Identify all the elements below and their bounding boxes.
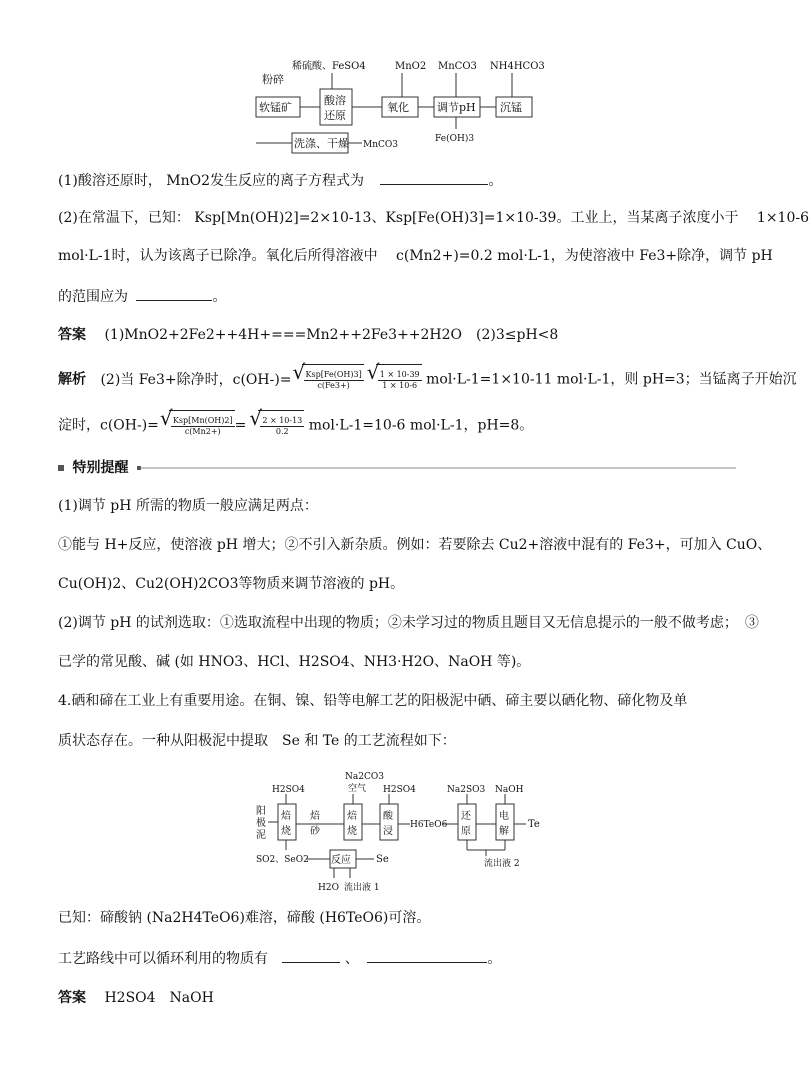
flow2-se: Se: [376, 854, 389, 865]
flow2-top-naoh: NaOH: [495, 785, 524, 795]
flow1-box-ph-label: 调节pH: [437, 101, 476, 114]
cube-root: [302, 364, 364, 395]
flow2-top-na2so3: Na2SO3: [447, 785, 486, 795]
flow2-mid-2: 砂: [310, 826, 320, 837]
flow2-box-electro-label-1: 电: [499, 811, 509, 822]
flow2-box-roast-1-label-2: 烧: [281, 826, 291, 837]
flow2-box-leach-label-1: 酸: [383, 811, 393, 822]
analysis-l2b: mol·L-1=10-6 mol·L-1，pH=8。: [308, 417, 534, 434]
question-2-line-3: 的范围应为 。: [58, 286, 226, 307]
flow1-left-label: 粉碎: [262, 73, 284, 86]
question-2-line-1: (2)在常温下，已知： Ksp[Mn(OH)2]=2×10-13、Ksp[Fe(OH)3]=1×10-39。工业上，当某离子浓度小于 1×10-6: [58, 210, 809, 226]
tip-p4: (2)调节 pH 的试剂选取：①选取流程中出现的物质；②未学习过的物质且题目又无信息提示的一般不做考虑； ③: [58, 615, 759, 631]
flow2-top-na2co3: Na2CO3: [345, 772, 384, 782]
flow1-box-acid-label-1: 酸溶: [324, 94, 346, 107]
answer-blank[interactable]: [136, 286, 212, 301]
analysis-l2a: 淀时，c(OH-)=: [58, 417, 159, 434]
flow2-box-leach-label-2: 浸: [383, 826, 393, 837]
q2-conc: 1×10-6: [756, 210, 809, 226]
flow1-top-label-2: MnO2: [395, 61, 427, 72]
square-root: [169, 410, 235, 441]
frac-den: 0.2: [275, 426, 289, 436]
tip-p1: (1)调节 pH 所需的物质一般应满足两点：: [58, 498, 318, 514]
q2-intro: (2)在常温下，已知：: [58, 210, 190, 226]
frac-num: √ 1 × 10-39: [379, 369, 420, 379]
q2-industry: 。工业上，当某离子浓度小于: [556, 210, 739, 226]
flowchart-mn: [250, 55, 550, 155]
flow1-top-label-1: 稀硫酸、FeSO4: [292, 61, 366, 72]
flow2-left-2: 极: [256, 818, 266, 829]
flow1-bottom-mnco3: MnCO3: [363, 140, 399, 150]
question-2-line-2: [58, 246, 773, 266]
flowchart-se-te: [250, 768, 550, 896]
analysis-line-1: [58, 364, 797, 394]
known-text: 已知：碲酸钠 (Na2H4TeO6)难溶，碲酸 (H6TeO6)可溶。: [58, 910, 431, 926]
tip-p5: 已学的常见酸、碱 (如 HNO3、HCl、H2SO4、NH3·H2O、NaOH 等)。: [58, 654, 531, 670]
answer-label: 答案: [58, 990, 86, 1006]
flow2-box-electro-label-2: 解: [499, 826, 509, 837]
flow2-box-reduce-label-2: 原: [461, 826, 471, 837]
frac-den: c(Mn2+): [184, 426, 221, 436]
answer-label: 答案: [58, 327, 86, 343]
q2-line2a: mol·L-1时，认为该离子已除净。氧化后所得溶液中: [58, 248, 378, 264]
flow2-box-react-label: 反应: [331, 855, 351, 866]
flow2-box-reduce-label-1: 还: [461, 811, 471, 822]
square-root: [258, 410, 304, 441]
tip-title: 特别提醒: [72, 460, 129, 476]
flow2-bottom-h2o: H2O: [318, 883, 339, 893]
cube-root: [376, 364, 422, 395]
answer-blank[interactable]: [282, 948, 340, 963]
flow2-box-roast-2-label-1: 焙: [347, 811, 357, 822]
flow2-bottom-out1: 流出液 1: [344, 883, 380, 893]
frac-num: √ 2 × 10-13: [262, 415, 303, 425]
flow1-top-label-4: NH4HCO3: [490, 61, 545, 72]
flow1-box-acid-label-2: 还原: [324, 109, 346, 122]
answer-2: [58, 988, 214, 1008]
flow2-top-air: 空气: [348, 784, 367, 794]
tip-p3: Cu(OH)2、Cu2(OH)2CO3等物质来调节溶液的 pH。: [58, 576, 405, 592]
analysis-l1a: (2)当 Fe3+除净时，c(OH-)=: [100, 371, 292, 388]
tip-header: [58, 458, 141, 478]
question-1-text: (1)酸溶还原时， MnO2发生反应的离子方程式为: [58, 173, 365, 189]
cycle-question: [58, 948, 501, 969]
answer-1: [58, 325, 558, 345]
question-1: (1)酸溶还原时， MnO2发生反应的离子方程式为 。: [58, 170, 502, 191]
answer-text: (1)MnO2+2Fe2++4H+===Mn2++2Fe3++2H2O (2)3≤pH<8: [104, 327, 559, 343]
q2-line2b: c(Mn2+)=0.2 mol·L-1，为使溶液中 Fe3+除净，调节 pH: [396, 248, 773, 264]
cycle-end: 。: [487, 951, 502, 967]
flow2-h6teo6: H6TeO6: [410, 820, 448, 830]
analysis-line-2: 淀时，c(OH-)= √ $\frac{\text{Ksp[Mn(OH)2]}}{c(Mn2+)}$ = √ $\frac{2 \times 10-13}{0.2}$ mol·L-1=10-6 mol·L-1，pH=8。: [58, 410, 533, 440]
cycle-sep: 、: [344, 951, 359, 967]
tip-p2: ①能与 H+反应，使溶液 pH 增大；②不引入新杂质。例如：若要除去 Cu2+溶液中混有的 Fe3+，可加入 CuO、: [58, 537, 772, 553]
bullet-icon: [58, 465, 64, 471]
flow2-box-roast-1-label-1: 焙: [281, 811, 291, 822]
frac-den: 1 × 10-6: [382, 380, 418, 390]
flow2-left-3: 泥: [256, 830, 266, 841]
answer-text: H2SO4 NaOH: [104, 990, 214, 1006]
flow2-box-roast-2-label-2: 烧: [347, 826, 357, 837]
q2-ksp-mn: Ksp[Mn(OH)2]=2×10-13: [194, 210, 372, 226]
flow2-top-h2so4-2: H2SO4: [383, 785, 416, 795]
flow1-top-label-3: MnCO3: [438, 61, 477, 72]
flow2-left-1: 阳: [256, 806, 266, 817]
flow2-bottom-so2: SO2、SeO2: [256, 855, 309, 865]
analysis-l1b: mol·L-1=1×10-11 mol·L-1，则 pH=3；当锰离子开始沉: [426, 371, 797, 388]
q2-line3: 的范围应为: [58, 289, 128, 305]
flow1-box-oxidize-label: 氧化: [387, 101, 409, 114]
flow1-bottom-feoh3: Fe(OH)3: [435, 134, 475, 144]
frac-num: √ Ksp[Mn(OH)2]: [172, 415, 233, 425]
q4-line-1: 4.硒和碲在工业上有重要用途。在铜、镍、铅等电解工艺的阳极泥中硒、碲主要以硒化物、碲化物及单: [58, 693, 688, 709]
q2-ksp-fe: Ksp[Fe(OH)3]=1×10-39: [385, 210, 557, 226]
answer-blank[interactable]: [380, 170, 488, 185]
flow1-box-ore-label: 软锰矿: [259, 101, 292, 114]
flow1-box-wash-label: 洗涤、干燥: [294, 137, 349, 150]
frac-den: c(Fe3+): [317, 380, 350, 390]
tip-divider: [140, 467, 736, 469]
cycle-text: 工艺路线中可以循环利用的物质有: [58, 951, 268, 967]
analysis-label: 解析: [58, 371, 86, 388]
flow2-top-h2so4-1: H2SO4: [272, 785, 305, 795]
answer-blank[interactable]: [367, 948, 487, 963]
flow2-te: Te: [528, 819, 540, 830]
q4-line-2: 质状态存在。一种从阳极泥中提取 Se 和 Te 的工艺流程如下：: [58, 733, 456, 749]
flow1-box-precip-label: 沉锰: [500, 101, 522, 114]
frac-num: √ Ksp[Fe(OH)3]: [305, 369, 362, 379]
flow2-bottom-out2: 流出液 2: [484, 859, 520, 869]
flow2-mid-1: 焙: [310, 811, 320, 822]
